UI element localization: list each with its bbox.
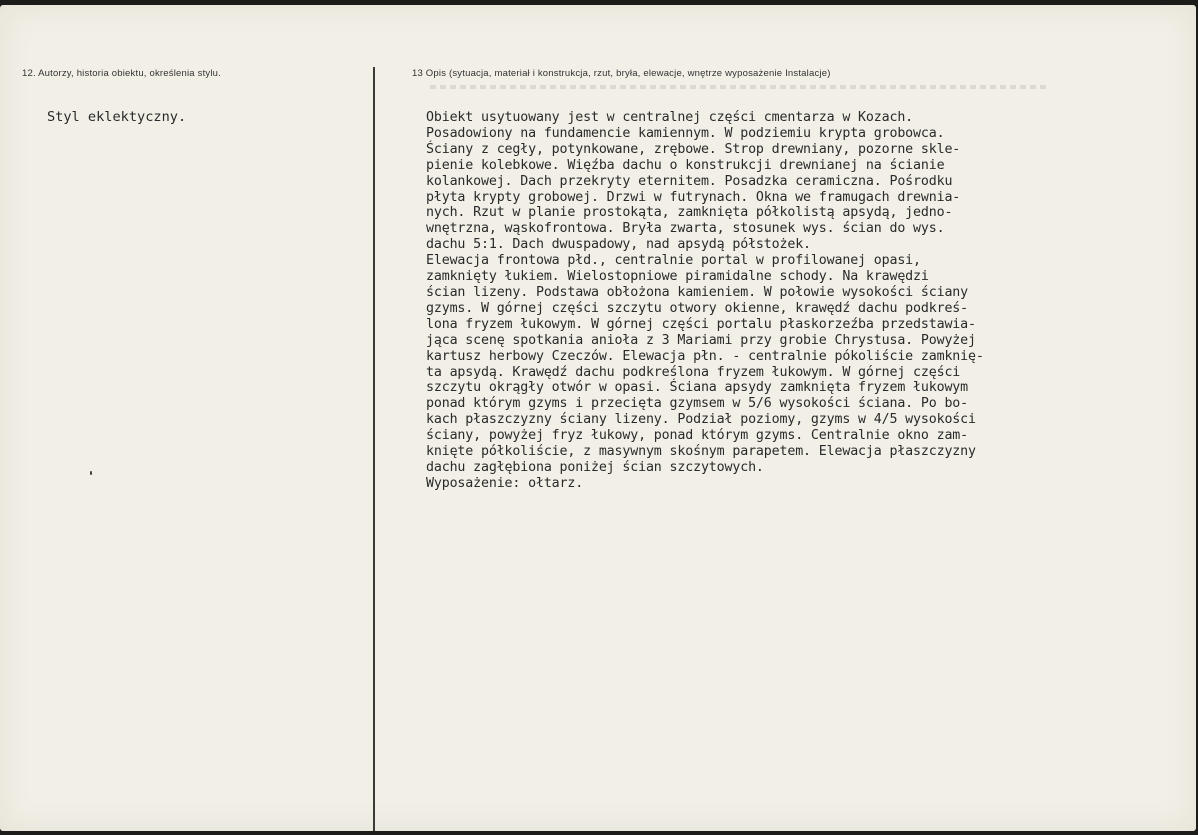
description-line: kolankowej. Dach przekryty eternitem. Posadzka ceramiczna. Pośrodku: [426, 173, 953, 189]
description-line: gzyms. W górnej części szczytu otwory okienne, krawędź dachu podkreś-: [426, 300, 969, 316]
description-line: knięte półkoliście, z masywnym skośnym parapetem. Elewacja płaszczyzny: [426, 444, 976, 460]
description-line: Elewacja frontowa płd., centralnie portal w profilowanej opasi,: [426, 253, 921, 269]
description-line: szczytu okrągły otwór w opasi. Ściana apsydy zamknięta fryzem łukowym: [426, 380, 969, 396]
description-line: lona fryzem łukowym. W górnej części portalu płaskorzeźba przedstawia-: [426, 316, 976, 332]
description-line: ścian lizeny. Podstawa obłożona kamieniem. W połowie wysokości ściany: [426, 284, 969, 300]
description-line: Obiekt usytuowany jest w centralnej części cmentarza w Kozach.: [426, 110, 914, 125]
description-line: ściany, powyżej fryz łukowy, ponad którym gzyms. Centralnie okno zam-: [426, 428, 969, 444]
description-line: jąca scenę spotkania anioła z 3 Mariami przy grobie Chrystusa. Powyżej: [426, 332, 976, 348]
description-line: nych. Rzut w planie prostokąta, zamknięta półkolistą apsydą, jedno-: [426, 205, 953, 221]
description-line: płyta krypty grobowej. Drzwi w futrynach. Okna we framugach drewnia-: [426, 189, 961, 205]
description-line: dachu 5:1. Dach dwuspadowy, nad apsydą półstożek.: [426, 237, 811, 253]
ink-speck: [90, 471, 92, 475]
description-line: Posadowiony na fundamencie kamiennym. W podziemiu krypta grobowca.: [426, 125, 945, 141]
description-line: kartusz herbowy Czeczów. Elewacja płn. - centralnie pókoliście zamknię-: [426, 348, 984, 364]
description-line: dachu zagłębiona poniżej ścian szczytowych.: [426, 459, 764, 475]
object-description: [426, 110, 984, 492]
description-line: Ściany z cegły, potynkowane, zrębowe. Strop drewniany, pozorne skle-: [426, 141, 961, 157]
bleed-through-marks: [430, 85, 1050, 89]
field-12-label: 12. Autorzy, historia obiektu, określenia stylu.: [22, 68, 221, 79]
description-line: wnętrzna, wąskofrontowa. Bryła zwarta, stosunek wys. ścian do wys.: [426, 221, 945, 237]
description-line: Wyposażenie: ołtarz.: [426, 475, 584, 491]
description-line: pienie kolebkowe. Więźba dachu o konstrukcji drewnianej na ścianie: [426, 157, 945, 173]
record-card: [0, 5, 1196, 831]
description-line: zamknięty łukiem. Wielostopniowe piramidalne schody. Na krawędzi: [426, 269, 929, 285]
description-line: kach płaszczyzny ściany lizeny. Podział poziomy, gzyms w 4/5 wysokości: [426, 412, 976, 428]
description-line: ponad którym gzyms i przecięta gzymsem w 5/6 wysokości ściana. Po bo-: [426, 396, 969, 412]
column-divider: [373, 67, 375, 831]
field-13-label: 13 Opis (sytuacja, materiał i konstrukcja, rzut, bryła, elewacje, wnętrze wyposażenie Instalacje): [412, 68, 831, 79]
description-line: ta apsydą. Krawędź dachu podkreślona fryzem łukowym. W górnej części: [426, 364, 961, 380]
style-description: Styl eklektyczny.: [47, 109, 187, 125]
